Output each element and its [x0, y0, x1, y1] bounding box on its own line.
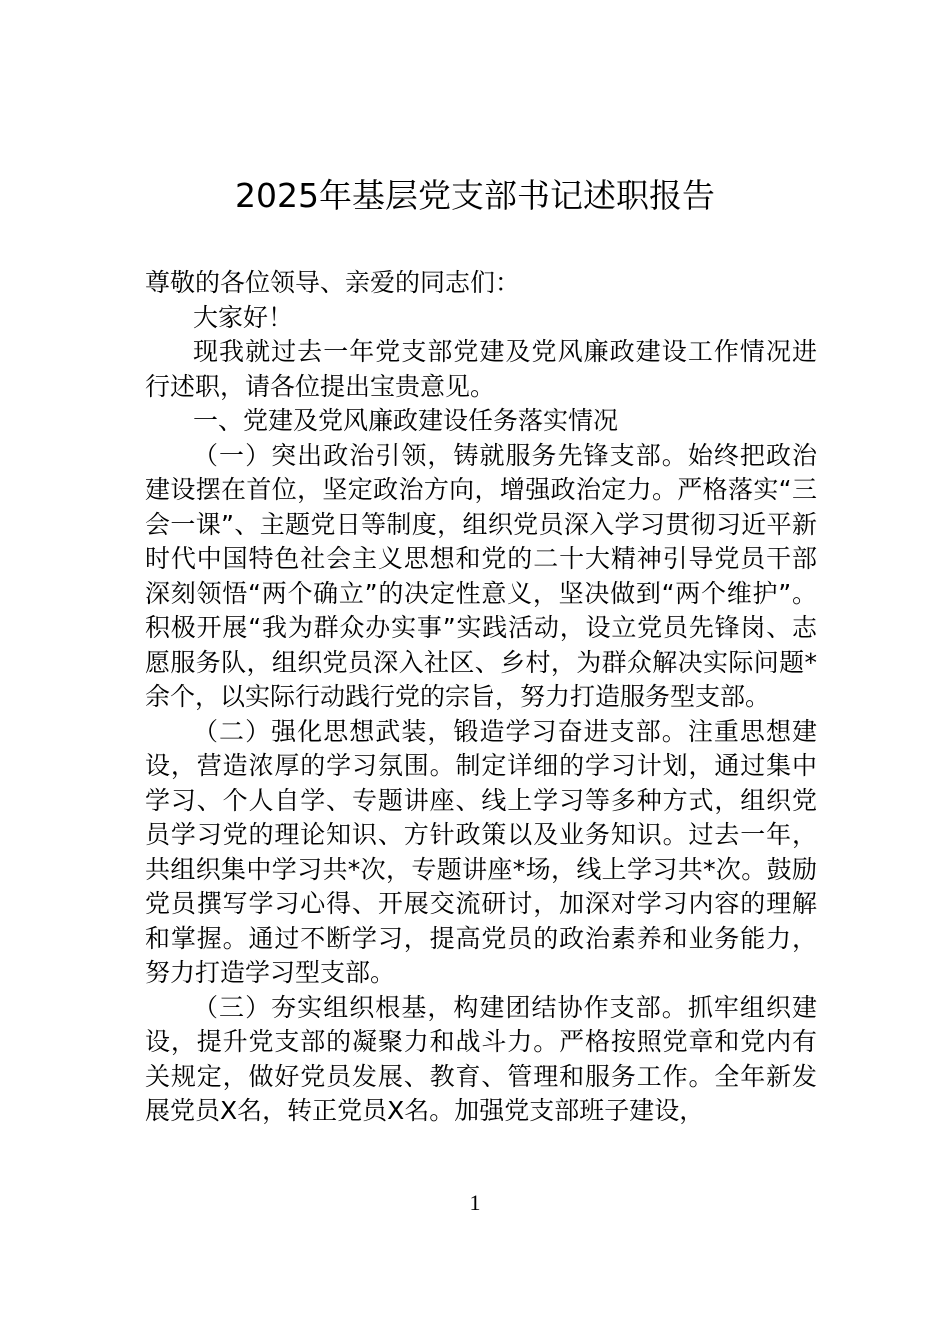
- paragraph-ideological-study: （二）强化思想武装，锻造学习奋进支部。注重思想建设，营造浓厚的学习氛围。制定详细的学习计划，通过集中学习、个人自学、专题讲座、线上学习等多种方式，组织党员学习党的理论知识、方针政策以及业务知识。过去一年，共组织集中学习共*次，专题讲座*场，线上学习共*次。鼓励党员撰写学习心得、开展交流研讨，加深对学习内容的理解和掌握。通过不断学习，提高党员的政治素养和业务能力，努力打造学习型支部。: [145, 716, 817, 987]
- salutation: 尊敬的各位领导、亲爱的同志们：: [145, 268, 521, 297]
- document-title: 2025年基层党支部书记述职报告: [235, 176, 715, 215]
- page-number: 1: [469, 1190, 481, 1215]
- paragraph-greeting: 大家好！: [193, 302, 294, 332]
- section-heading: 一、党建及党风廉政建设任务落实情况: [193, 406, 619, 435]
- paragraph-political-leadership: （一）突出政治引领，铸就服务先锋支部。始终把政治建设摆在首位，坚定政治方向，增强政治定力。严格落实“三会一课”、主题党日等制度，组织党员深入学习贯彻习近平新时代中国特色社会主义思想和党的二十大精神引导党员干部深刻领悟“两个确立”的决定性意义，坚决做到“两个维护”。积极开展“我为群众办实事”实践活动，设立党员先锋岗、志愿服务队，组织党员深入社区、乡村，为群众解决实际问题*余个，以实际行动践行党的宗旨，努力打造服务型支部。: [145, 440, 817, 711]
- paragraph-intro: 现我就过去一年党支部党建及党风廉政建设工作情况进行述职，请各位提出宝贵意见。: [145, 337, 817, 401]
- paragraph-organization: （三）夯实组织根基，构建团结协作支部。抓牢组织建设，提升党支部的凝聚力和战斗力。严格按照党章和党内有关规定，做好党员发展、教育、管理和服务工作。全年新发展党员X名，转正党员X名。加强党支部班子建设，: [145, 992, 817, 1125]
- document-body: [145, 266, 817, 1129]
